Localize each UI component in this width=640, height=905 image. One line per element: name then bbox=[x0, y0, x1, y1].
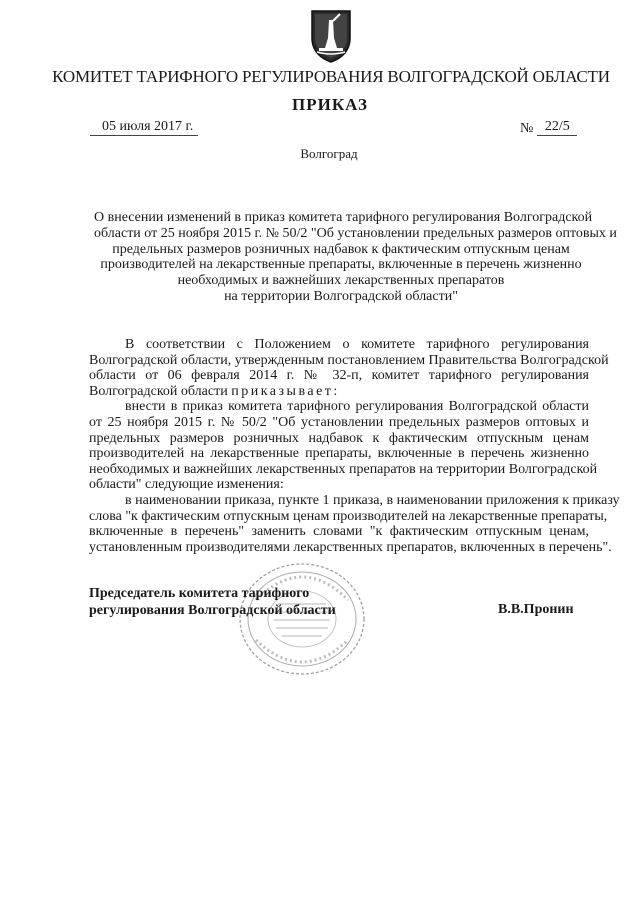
subject-line: предельных размеров розничных надбавок к фактическим отпускным ценам bbox=[112, 241, 570, 257]
subject-line: О внесении изменений в приказ комитета тарифного регулирования Волгоградской bbox=[94, 210, 593, 225]
body-line: слова "к фактическим отпускным ценам производителей на лекарственные препараты, bbox=[89, 508, 608, 524]
subject-line: производителей на лекарственные препараты, включенные в перечень жизненно bbox=[100, 257, 582, 273]
volgograd-coat-of-arms-icon bbox=[309, 8, 353, 64]
document-number bbox=[520, 119, 577, 136]
signatory-position bbox=[89, 586, 336, 619]
body-line: необходимых и важнейших лекарственных препаратов на территории Волгоградской bbox=[89, 461, 598, 477]
organization-name: КОМИТЕТ ТАРИФНОГО РЕГУЛИРОВАНИЯ ВОЛГОГРАДСКОЙ ОБЛАСТИ bbox=[52, 67, 610, 86]
body-line: включенные в перечень" заменить словами "к фактическим отпускным ценам, bbox=[89, 524, 589, 540]
document-type: ПРИКАЗ bbox=[292, 95, 368, 114]
body-line bbox=[89, 384, 589, 400]
body-line: внести в приказ комитета тарифного регулирования Волгоградской области bbox=[125, 399, 589, 415]
official-round-seal-icon bbox=[236, 560, 368, 678]
number-value: 22/5 bbox=[537, 119, 577, 136]
order-word: приказывает: bbox=[231, 383, 340, 399]
signatory-name: В.В.Пронин bbox=[498, 602, 574, 617]
document-subject bbox=[94, 210, 617, 305]
number-sign: № bbox=[520, 121, 534, 136]
body-line: области от 06 февраля 2014 г. № 32-п, комитет тарифного регулирования bbox=[89, 368, 589, 384]
subject-line: необходимых и важнейших лекарственных препаратов bbox=[177, 273, 505, 289]
body-line: В соответствии с Положением о комитете тарифного регулирования bbox=[125, 337, 589, 352]
body-line: от 25 ноября 2015 г. № 50/2 "Об установлении предельных размеров оптовых и bbox=[89, 414, 589, 430]
subject-line: области от 25 ноября 2015 г. № 50/2 "Об установлении предельных размеров оптовых и bbox=[94, 225, 617, 241]
body-line-start: Волгоградской области bbox=[89, 383, 228, 399]
body-line: в наименовании приказа, пункте 1 приказа, в наименовании приложения к приказу bbox=[125, 492, 620, 508]
position-line: регулирования Волгоградской области bbox=[89, 602, 336, 618]
document-city: Волгоград bbox=[300, 146, 358, 161]
body-line: области" следующие изменения: bbox=[89, 477, 284, 493]
body-line: установленным производителями лекарственных препаратов, включенных в перечень". bbox=[89, 539, 612, 555]
body-line: предельных размеров розничных надбавок к фактическим отпускным ценам bbox=[89, 430, 589, 446]
body-line: производителей на лекарственные препараты, включенные в перечень жизненно bbox=[89, 446, 589, 462]
subject-line: на территории Волгоградской области" bbox=[224, 288, 458, 304]
body-line: Волгоградской области, утвержденным постановлением Правительства Волгоградской bbox=[89, 352, 609, 368]
document-date: 05 июля 2017 г. bbox=[90, 119, 198, 136]
document-body bbox=[89, 337, 620, 555]
position-line: Председатель комитета тарифного bbox=[89, 586, 310, 601]
